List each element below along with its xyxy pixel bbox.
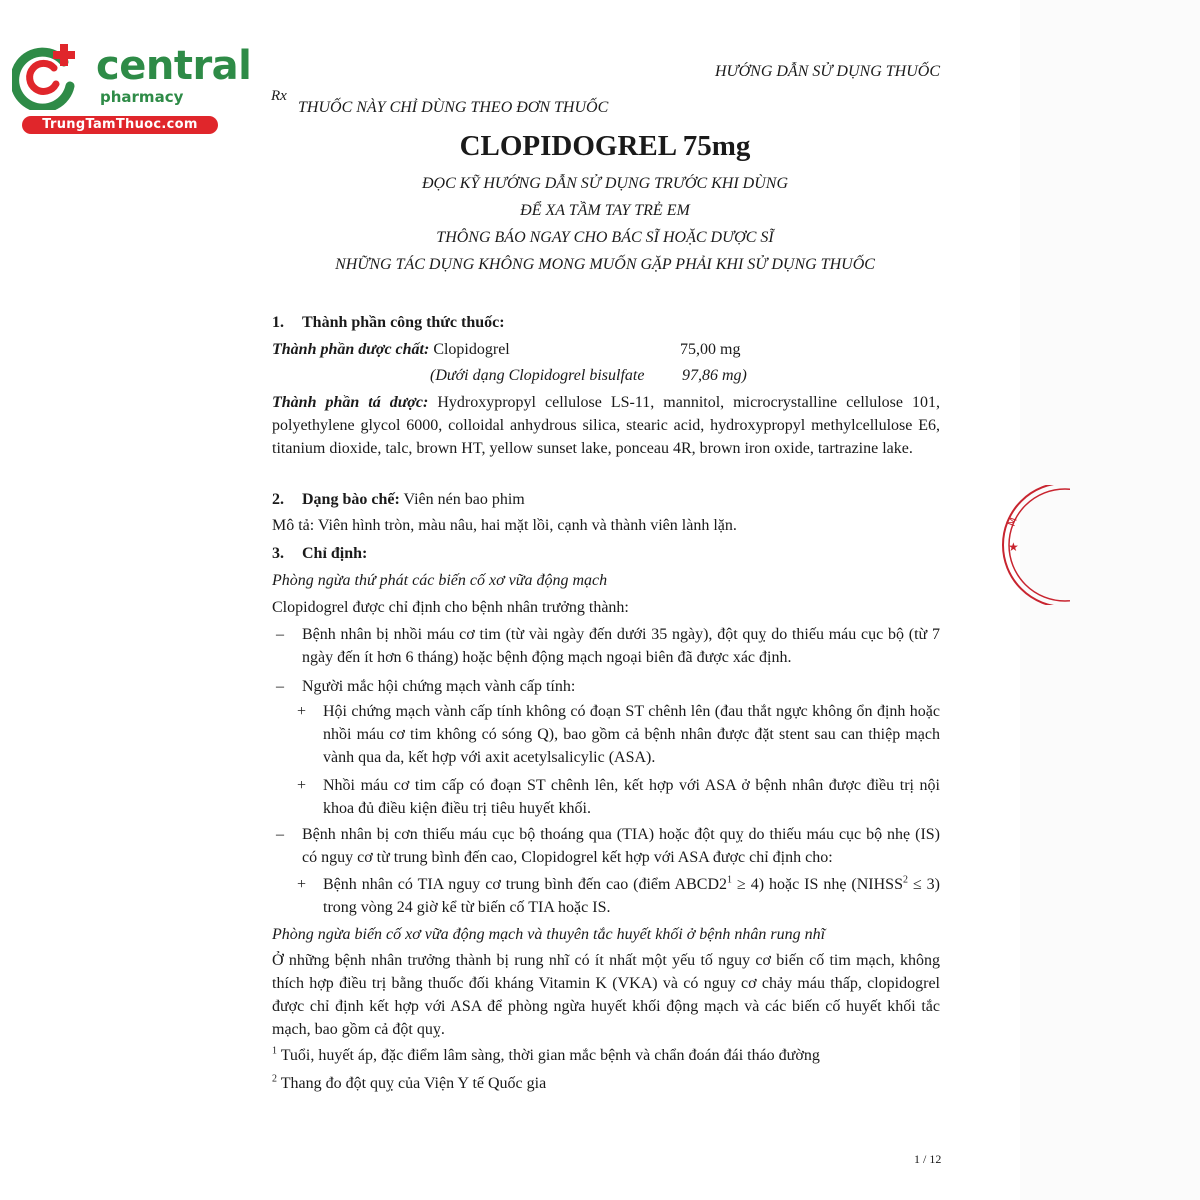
atrial-fibrillation-paragraph: Ở những bệnh nhân trưởng thành bị rung nhĩ có ít nhất một yếu tố nguy cơ biến cố tim mạch, không thích hợp điều trị bằng thuốc đối kháng Vitamin K (VKA) và có nguy cơ chảy máu thấp, clopidogrel được chỉ định kết hợp với ASA để phòng ngừa huyết khối động mạch và các biến cố huyết khối tắc mạch, bao gồm cả đột quỵ. xyxy=(272,952,940,1038)
active-amount: 75,00 mg xyxy=(680,341,741,358)
drug-title: CLOPIDOGREL 75mg xyxy=(459,130,751,162)
warning-line: ĐỌC KỸ HƯỚNG DẪN SỬ DỤNG TRƯỚC KHI DÙNG xyxy=(422,175,788,192)
page-number: 1 / 12 xyxy=(914,1152,942,1166)
rx-notice: THUỐC NÀY CHỈ DÙNG THEO ĐƠN THUỐC xyxy=(298,99,609,116)
active-form-amount: 97,86 mg) xyxy=(682,367,747,384)
subsection-title: Phòng ngừa thứ phát các biến cố xơ vữa động mạch xyxy=(272,572,608,589)
indication-subitem: + Nhồi máu cơ tim cấp có đoạn ST chênh lên, kết hợp với ASA ở bệnh nhân được điều trị nội khoa đủ điều kiện điều trị tiêu huyết khối. xyxy=(297,777,940,817)
dosage-form: Viên nén bao phim xyxy=(403,491,525,508)
indication-item: – Người mắc hội chứng mạch vành cấp tính: xyxy=(276,678,576,695)
official-stamp-icon xyxy=(990,485,1070,605)
indication-intro: Clopidogrel được chỉ định cho bệnh nhân trưởng thành: xyxy=(272,599,629,616)
excipients-label: Thành phần tá dược: xyxy=(272,394,429,411)
active-label: Thành phần dược chất: xyxy=(272,341,430,358)
section-2-heading: 2. Dạng bào chế: Viên nén bao phim xyxy=(272,491,525,508)
pharmacy-cross-icon xyxy=(12,40,82,110)
indication-item: – Bệnh nhân bị nhồi máu cơ tim (từ vài ngày đến dưới 35 ngày), đột quỵ do thiếu máu cục bộ (từ 7 ngày đến ít hơn 6 tháng) hoặc bệnh động mạch ngoại biên đã được xác định. xyxy=(276,626,940,666)
section-3-heading: 3. Chỉ định: xyxy=(272,545,368,562)
document-type: HƯỚNG DẪN SỬ DỤNG THUỐC xyxy=(714,63,940,80)
active-name: Clopidogrel xyxy=(433,341,510,358)
central-pharmacy-logo xyxy=(10,38,252,138)
brand-subtitle: pharmacy xyxy=(100,88,184,106)
footnote-ref: 1 xyxy=(727,874,733,886)
rx-symbol: Rx xyxy=(271,88,287,104)
warning-line: ĐỂ XA TẦM TAY TRẺ EM xyxy=(520,202,690,219)
svg-text:M: M xyxy=(1006,516,1020,529)
footnote-ref: 2 xyxy=(902,874,908,886)
section-1-heading: 1. Thành phần công thức thuốc: xyxy=(272,314,505,331)
excipients-paragraph xyxy=(272,391,940,460)
active-ingredient-row xyxy=(272,338,940,361)
brand-name: central xyxy=(96,43,252,89)
subsection-title: Phòng ngừa biến cố xơ vữa động mạch và thuyên tắc huyết khối ở bệnh nhân rung nhĩ xyxy=(272,926,826,943)
warning-line: THÔNG BÁO NGAY CHO BÁC SĨ HOẶC DƯỢC SĨ xyxy=(436,229,774,246)
active-form: (Dưới dạng Clopidogrel bisulfate xyxy=(430,367,645,384)
warning-line: NHỮNG TÁC DỤNG KHÔNG MONG MUỐN GẶP PHẢI KHI SỬ DỤNG THUỐC xyxy=(335,256,875,273)
brand-website: TrungTamThuoc.com xyxy=(22,116,218,134)
svg-text:★: ★ xyxy=(1008,540,1019,554)
indication-item: – Bệnh nhân bị cơn thiếu máu cục bộ thoáng qua (TIA) hoặc đột quỵ do thiếu máu cục bộ nhẹ (IS) có nguy cơ từ trung bình đến cao, Clopidogrel kết hợp với ASA được chỉ định cho: xyxy=(276,826,940,866)
excipients-list: Hydroxypropyl cellulose LS-11, mannitol, microcrystalline cellulose 101, polyethylene glycol 6000, colloidal anhydrous silica, stearic acid, hydroxypropyl methylcellulose E6, titanium dioxide, talc, brown HT, yellow sunset lake, ponceau 4R, brown iron oxide, tartrazine lake. xyxy=(272,394,941,457)
dosage-description: Mô tả: Viên hình tròn, màu nâu, hai mặt lồi, cạnh và thành viên lành lặn. xyxy=(272,517,737,534)
indication-subitem: + Bệnh nhân có TIA nguy cơ trung bình đến cao (điểm $ABCD2^1 \ge 4$) hoặc IS nhẹ $(NIHSS^2 \le 3)$ trong vòng 24 giờ kể từ biến cố TIA hoặc IS. xyxy=(297,874,941,916)
footnote: $^2$ Thang đo đột quỵ của Viện Y tế Quốc gia xyxy=(272,1073,547,1092)
indication-subitem: + Hội chứng mạch vành cấp tính không có đoạn ST chênh lên (đau thắt ngực không ổn định hoặc nhồi máu cơ tim không có sóng Q), bao gồm cả bệnh nhân được đặt stent sau can thiệp mạch vành qua da, kết hợp với axit acetylsalicylic (ASA). xyxy=(297,703,940,766)
footnote: $^1$ Tuổi, huyết áp, đặc điểm lâm sàng, thời gian mắc bệnh và chẩn đoán đái tháo đường xyxy=(272,1045,820,1064)
